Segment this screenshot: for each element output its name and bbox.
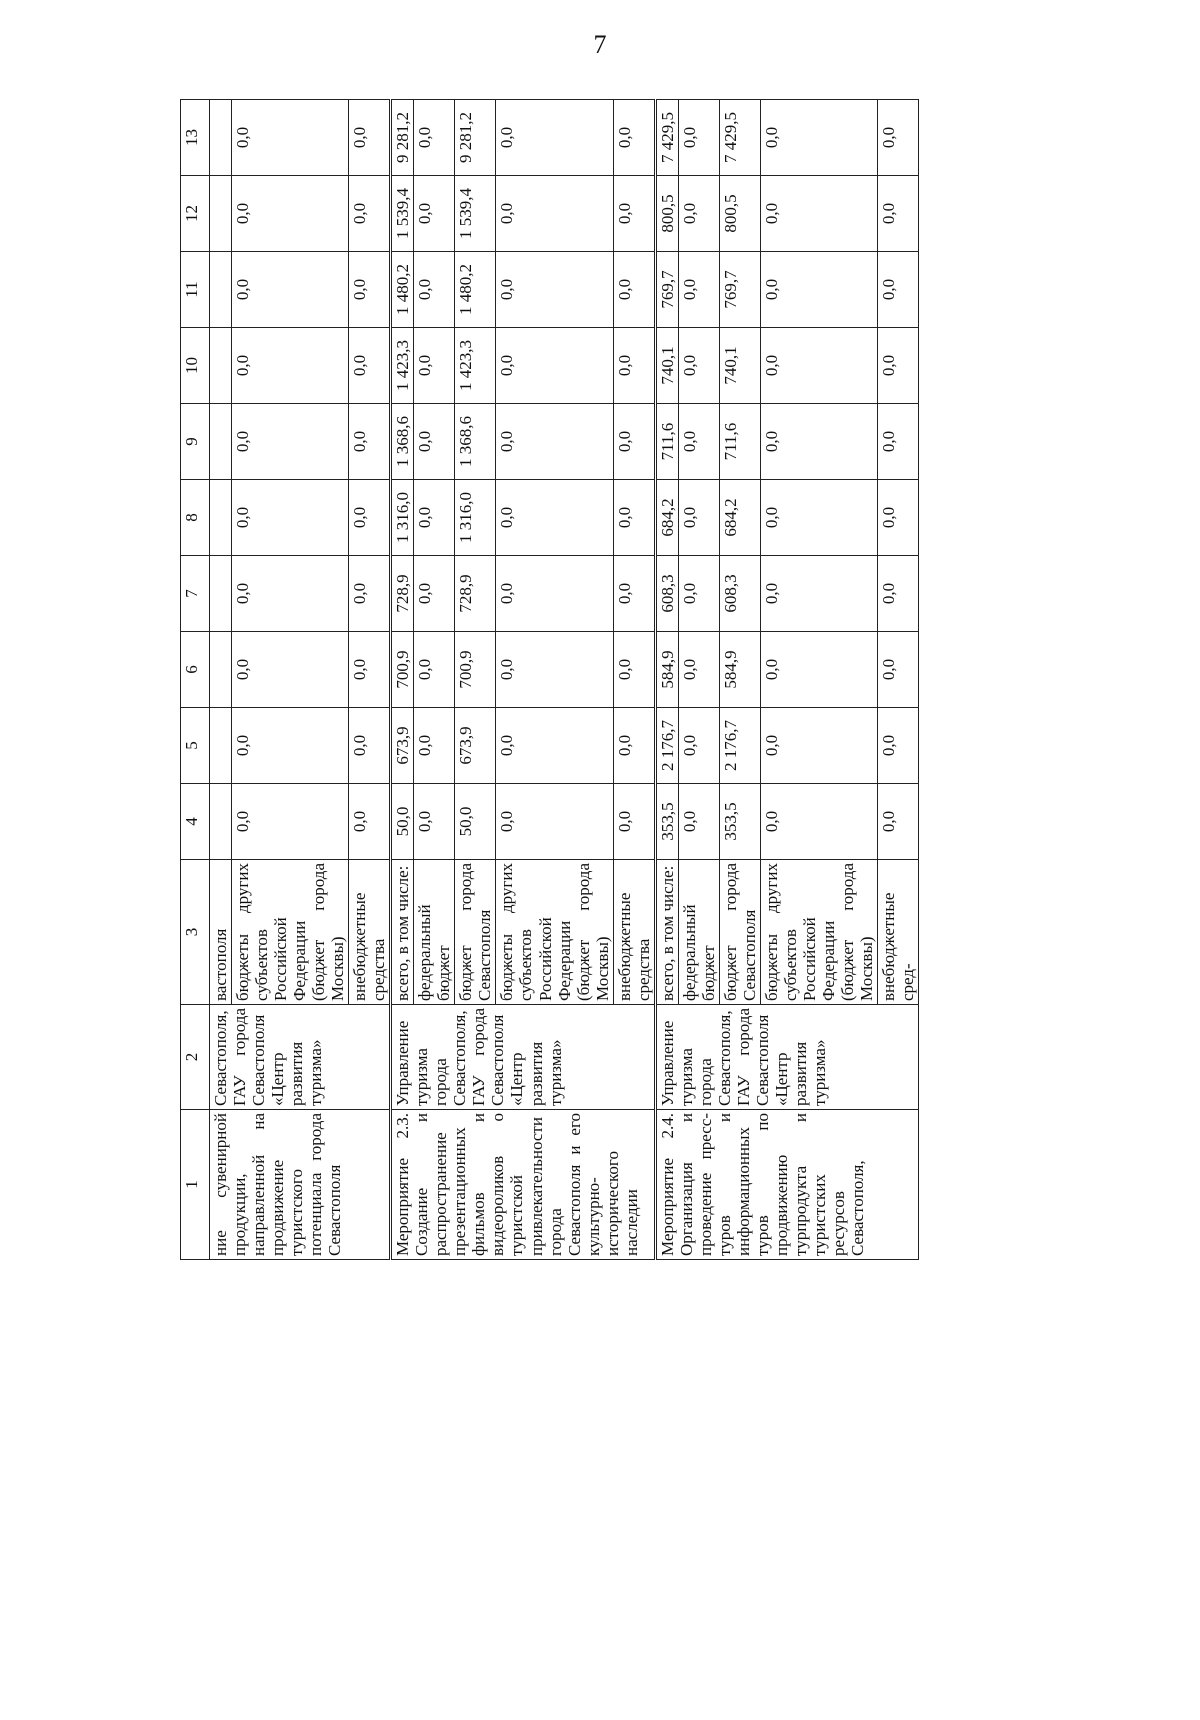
value-cell: 0,0 xyxy=(613,404,655,480)
page-number: 7 xyxy=(593,30,607,59)
header-cell: 2 xyxy=(181,1005,210,1110)
value-cell: 0,0 xyxy=(414,328,455,404)
value-cell: 0,0 xyxy=(760,632,877,708)
value-cell xyxy=(210,480,232,556)
value-cell: 700,9 xyxy=(455,632,496,708)
value-cell: 0,0 xyxy=(496,784,613,860)
value-cell: 700,9 xyxy=(391,632,414,708)
value-cell: 584,9 xyxy=(719,632,760,708)
header-cell: 5 xyxy=(181,708,210,784)
value-cell: 0,0 xyxy=(232,784,349,860)
value-cell: 0,0 xyxy=(349,480,391,556)
value-cell: 740,1 xyxy=(719,328,760,404)
value-cell: 0,0 xyxy=(496,100,613,176)
value-cell: 728,9 xyxy=(455,556,496,632)
value-cell: 0,0 xyxy=(678,404,719,480)
value-cell: 1 368,6 xyxy=(391,404,414,480)
funding-source-cell: бюджет города Севастополя xyxy=(719,860,760,1005)
value-cell: 0,0 xyxy=(878,784,919,860)
value-cell: 0,0 xyxy=(678,100,719,176)
funding-source-cell: федеральный бюджет xyxy=(414,860,455,1005)
value-cell: 1 423,3 xyxy=(391,328,414,404)
value-cell: 0,0 xyxy=(878,632,919,708)
value-cell: 50,0 xyxy=(455,784,496,860)
value-cell: 0,0 xyxy=(760,100,877,176)
value-cell: 0,0 xyxy=(232,708,349,784)
value-cell: 0,0 xyxy=(878,556,919,632)
value-cell xyxy=(210,252,232,328)
value-cell: 0,0 xyxy=(232,632,349,708)
value-cell: 711,6 xyxy=(719,404,760,480)
measure-2-3-executor: Управление туризма города Севастополя, ГАУ города Севастополя «Центр развития туризма» xyxy=(391,1005,655,1110)
value-cell: 0,0 xyxy=(349,632,391,708)
value-cell: 0,0 xyxy=(878,404,919,480)
value-cell: 0,0 xyxy=(232,404,349,480)
value-cell: 0,0 xyxy=(760,252,877,328)
value-cell xyxy=(210,632,232,708)
value-cell: 0,0 xyxy=(232,176,349,252)
funding-source-cell: всего, в том числе: xyxy=(391,860,414,1005)
table-row xyxy=(210,100,232,1260)
funding-source-cell: внебюджетные средства xyxy=(613,860,655,1005)
value-cell: 1 539,4 xyxy=(455,176,496,252)
value-cell: 0,0 xyxy=(414,176,455,252)
value-cell: 0,0 xyxy=(760,404,877,480)
value-cell xyxy=(210,328,232,404)
table-row xyxy=(655,100,678,1260)
funding-source-cell: всего, в том числе: xyxy=(655,860,678,1005)
funding-source-cell: внебюджетные средства xyxy=(349,860,391,1005)
funding-source-cell: бюджеты других субъектов Российской Федерации (бюджет города Москвы) xyxy=(496,860,613,1005)
value-cell: 0,0 xyxy=(760,556,877,632)
value-cell: 0,0 xyxy=(678,480,719,556)
value-cell: 0,0 xyxy=(349,708,391,784)
value-cell: 0,0 xyxy=(678,252,719,328)
value-cell: 1 316,0 xyxy=(455,480,496,556)
value-cell xyxy=(210,708,232,784)
value-cell: 0,0 xyxy=(878,176,919,252)
value-cell: 0,0 xyxy=(232,556,349,632)
value-cell: 9 281,2 xyxy=(391,100,414,176)
value-cell: 0,0 xyxy=(349,784,391,860)
value-cell: 0,0 xyxy=(613,480,655,556)
header-cell: 1 xyxy=(181,1110,210,1260)
value-cell: 0,0 xyxy=(414,100,455,176)
value-cell: 2 176,7 xyxy=(719,708,760,784)
header-cell: 13 xyxy=(181,100,210,176)
header-cell: 4 xyxy=(181,784,210,860)
value-cell: 0,0 xyxy=(496,252,613,328)
value-cell: 0,0 xyxy=(414,708,455,784)
value-cell: 0,0 xyxy=(678,556,719,632)
value-cell xyxy=(210,176,232,252)
value-cell: 673,9 xyxy=(391,708,414,784)
value-cell: 0,0 xyxy=(349,328,391,404)
value-cell: 0,0 xyxy=(760,176,877,252)
funding-source-cell: вастополя xyxy=(210,860,232,1005)
value-cell: 0,0 xyxy=(349,176,391,252)
header-cell: 7 xyxy=(181,556,210,632)
value-cell: 353,5 xyxy=(655,784,678,860)
value-cell: 0,0 xyxy=(878,100,919,176)
value-cell: 0,0 xyxy=(678,784,719,860)
value-cell: 353,5 xyxy=(719,784,760,860)
header-cell: 10 xyxy=(181,328,210,404)
value-cell: 0,0 xyxy=(496,632,613,708)
value-cell: 0,0 xyxy=(496,328,613,404)
value-cell: 0,0 xyxy=(496,556,613,632)
header-cell: 11 xyxy=(181,252,210,328)
header-cell: 12 xyxy=(181,176,210,252)
value-cell: 0,0 xyxy=(878,252,919,328)
value-cell: 0,0 xyxy=(760,480,877,556)
value-cell: 0,0 xyxy=(613,328,655,404)
value-cell: 740,1 xyxy=(655,328,678,404)
value-cell: 0,0 xyxy=(232,252,349,328)
funding-source-cell: бюджеты других субъектов Российской Федерации (бюджет города Москвы) xyxy=(760,860,877,1005)
value-cell: 50,0 xyxy=(391,784,414,860)
value-cell: 0,0 xyxy=(760,784,877,860)
value-cell: 0,0 xyxy=(613,100,655,176)
value-cell: 711,6 xyxy=(655,404,678,480)
continued-measure-title: ние сувенирной продукции, направленной на продвижение туристского потенциала города Севастополя xyxy=(210,1110,391,1260)
value-cell: 0,0 xyxy=(414,480,455,556)
budget-table xyxy=(180,99,919,1260)
value-cell: 0,0 xyxy=(613,784,655,860)
rotated-table-container xyxy=(180,100,1040,1260)
value-cell: 1 423,3 xyxy=(455,328,496,404)
header-row xyxy=(181,100,210,1260)
value-cell: 0,0 xyxy=(760,708,877,784)
value-cell: 0,0 xyxy=(678,176,719,252)
value-cell: 0,0 xyxy=(496,176,613,252)
value-cell: 0,0 xyxy=(613,176,655,252)
value-cell: 1 316,0 xyxy=(391,480,414,556)
value-cell: 0,0 xyxy=(232,100,349,176)
value-cell: 0,0 xyxy=(496,480,613,556)
value-cell: 9 281,2 xyxy=(455,100,496,176)
header-cell: 9 xyxy=(181,404,210,480)
value-cell: 0,0 xyxy=(678,708,719,784)
value-cell: 0,0 xyxy=(613,252,655,328)
value-cell: 0,0 xyxy=(349,556,391,632)
value-cell xyxy=(210,404,232,480)
value-cell: 1 480,2 xyxy=(391,252,414,328)
measure-2-4-title: Мероприятие 2.4. Организация и проведение пресс-туров и информационных туров по продвижению турпродукта и туристских ресурсов Севастополя, xyxy=(655,1110,918,1260)
value-cell: 0,0 xyxy=(232,328,349,404)
value-cell: 0,0 xyxy=(349,252,391,328)
value-cell: 0,0 xyxy=(613,556,655,632)
value-cell: 0,0 xyxy=(349,404,391,480)
value-cell: 0,0 xyxy=(414,784,455,860)
value-cell: 684,2 xyxy=(719,480,760,556)
value-cell: 0,0 xyxy=(878,328,919,404)
value-cell: 0,0 xyxy=(414,632,455,708)
value-cell: 0,0 xyxy=(613,632,655,708)
measure-2-4-executor: Управление туризма города Севастополя, ГАУ города Севастополя «Центр развития туризма» xyxy=(655,1005,918,1110)
header-cell: 6 xyxy=(181,632,210,708)
funding-source-cell: внебюджетные сред- xyxy=(878,860,919,1005)
value-cell: 608,3 xyxy=(719,556,760,632)
value-cell xyxy=(210,100,232,176)
measure-2-3-title: Мероприятие 2.3. Создание и распространение презентационных фильмов и видеороликов о туристской привлекательности города Севастополя и его культурно-исторического наследии xyxy=(391,1110,655,1260)
value-cell xyxy=(210,556,232,632)
value-cell: 7 429,5 xyxy=(655,100,678,176)
value-cell: 1 368,6 xyxy=(455,404,496,480)
value-cell: 0,0 xyxy=(414,404,455,480)
header-cell: 8 xyxy=(181,480,210,556)
value-cell: 0,0 xyxy=(878,480,919,556)
funding-source-cell: бюджет города Севастополя xyxy=(455,860,496,1005)
funding-source-cell: федеральный бюджет xyxy=(678,860,719,1005)
value-cell: 0,0 xyxy=(414,556,455,632)
value-cell: 0,0 xyxy=(678,328,719,404)
value-cell: 684,2 xyxy=(655,480,678,556)
value-cell xyxy=(210,784,232,860)
value-cell: 0,0 xyxy=(414,252,455,328)
value-cell: 728,9 xyxy=(391,556,414,632)
value-cell: 800,5 xyxy=(655,176,678,252)
table-body xyxy=(210,100,919,1260)
value-cell: 0,0 xyxy=(349,100,391,176)
value-cell: 0,0 xyxy=(232,480,349,556)
value-cell: 1 480,2 xyxy=(455,252,496,328)
value-cell: 2 176,7 xyxy=(655,708,678,784)
value-cell: 7 429,5 xyxy=(719,100,760,176)
value-cell: 673,9 xyxy=(455,708,496,784)
continued-measure-executor: Севастополя, ГАУ города Севастополя «Центр развития туризма» xyxy=(210,1005,391,1110)
value-cell: 608,3 xyxy=(655,556,678,632)
header-cell: 3 xyxy=(181,860,210,1005)
value-cell: 0,0 xyxy=(613,708,655,784)
table-row xyxy=(391,100,414,1260)
funding-source-cell: бюджеты других субъектов Российской Федерации (бюджет города Москвы) xyxy=(232,860,349,1005)
value-cell: 0,0 xyxy=(678,632,719,708)
value-cell: 584,9 xyxy=(655,632,678,708)
value-cell: 0,0 xyxy=(496,708,613,784)
value-cell: 1 539,4 xyxy=(391,176,414,252)
value-cell: 769,7 xyxy=(719,252,760,328)
value-cell: 0,0 xyxy=(760,328,877,404)
value-cell: 800,5 xyxy=(719,176,760,252)
value-cell: 0,0 xyxy=(878,708,919,784)
value-cell: 0,0 xyxy=(496,404,613,480)
value-cell: 769,7 xyxy=(655,252,678,328)
